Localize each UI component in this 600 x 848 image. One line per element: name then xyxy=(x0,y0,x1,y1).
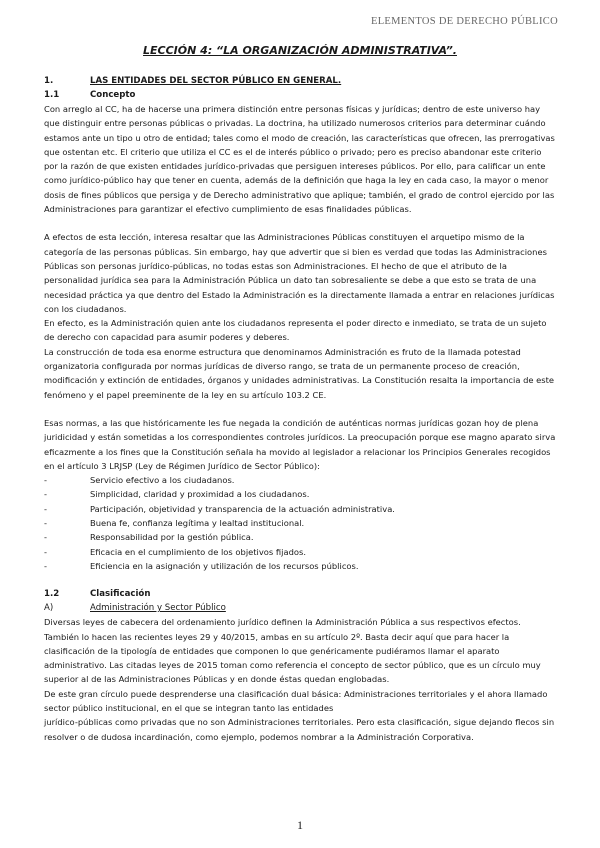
subsection-number: A) xyxy=(44,603,54,614)
paragraph-7: De este gran círculo puede desprenderse una clasificación dual básica: Administraciones territoriales y el ahora llamado sector público institucional, en el que se integran tanto las entidades xyxy=(44,688,548,713)
section-label: LAS ENTIDADES DEL SECTOR PÚBLICO EN GENERAL. xyxy=(90,76,342,86)
list-item: - Eficiencia en la asignación y utilización de los recursos públicos. xyxy=(44,560,359,571)
principles-list xyxy=(44,473,556,573)
paragraph-3: En efecto, es la Administración quien ante los ciudadanos representa el poder directo e inmediato, se trata de un sujeto de derecho con capacidad para asumir poderes y deberes. xyxy=(44,318,547,343)
list-item: - Participación, objetividad y transparencia de la actuación administrativa. xyxy=(44,503,395,514)
section-heading-1 xyxy=(44,74,556,88)
paragraph-7-continued: jurídico-públicas como privadas que no son Administraciones territoriales. Pero esta clasificación, sigue dejando flecos sin resolver o de dudosa incardinación, como ejemplo, podemos nombrar a la Administración Corporativa. xyxy=(44,717,555,742)
list-item: - Servicio efectivo a los ciudadanos. xyxy=(44,475,235,486)
section-label: Clasificación xyxy=(90,589,151,600)
paragraph-6: Diversas leyes de cabecera del ordenamiento jurídico definen la Administración Pública a sus respectivos efectos. También lo hacen las recientes leyes 29 y 40/2015, ambas en su artículo 2º. Basta decir aquí que para hacer la clasificación de la tipología de entidades que componen lo que genéricamente pudiéramos llamar el aparato administrativo. Las citadas leyes de 2015 toman como referencia el concepto de sector público, que es un círculo muy superior al de las Administraciones Públicas y en donde éstas quedan englobadas. xyxy=(44,617,541,685)
list-item: - Eficacia en el cumplimiento de los objetivos fijados. xyxy=(44,546,306,557)
list-item: - Simplicidad, claridad y proximidad a los ciudadanos. xyxy=(44,489,310,500)
page-number: 1 xyxy=(297,818,303,832)
subsection-label: Administración y Sector Público xyxy=(90,603,226,614)
section-number: 1.1 xyxy=(44,90,60,100)
lesson-title: LECCIÓN 4: “LA ORGANIZACIÓN ADMINISTRATIVA”. xyxy=(143,44,457,57)
section-number: 1. xyxy=(44,76,54,86)
section-heading-1-1 xyxy=(44,88,556,102)
document-body xyxy=(44,44,556,744)
section-heading-1-2 xyxy=(44,587,556,601)
paragraph-2: A efectos de esta lección, interesa resaltar que las Administraciones Públicas constituyen el arquetipo mismo de la categoría de las personas públicas. Sin embargo, hay que advertir que si bien es verdad que todas las Administraciones Públicas son personas jurídico-públicas, no todas estas son Administraciones. El hecho de que el atributo de la personalidad jurídica sea para la Administración Pública un dato tan sobresaliente se debe a que esto se trata de una necesidad práctica ya que dentro del Estado la Administración es la directamente llamada a entrar en relaciones jurídicas con los ciudadanos. xyxy=(44,232,555,314)
section-number: 1.2 xyxy=(44,589,60,600)
list-item: - Responsabilidad por la gestión pública. xyxy=(44,532,254,543)
paragraph-4: La construcción de toda esa enorme estructura que denominamos Administración es fruto de la llamada potestad organizatoria configurada por normas jurídicas de diverso rango, se trata de un permanente proceso de creación, modificación y extinción de entidades, órganos y unidades administrativas. La Constitución resalta la importancia de este fenómeno y el papel preeminente de la ley en su artículo 103.2 CE. xyxy=(44,346,555,400)
section-label: Concepto xyxy=(90,90,136,100)
paragraph-1: Con arreglo al CC, ha de hacerse una primera distinción entre personas físicas y jurídicas; dentro de este universo hay que distinguir entre personas públicas o privadas. La doctrina, ha utilizado numerosos criterios para determinar cuándo estamos ante un tipo u otro de entidad; tales como el modo de creación, las características que ofrecen, las prerrogativas que ostentan etc. El criterio que utiliza el CC es el de interés público o privado; pero es preciso abandonar este criterio por la razón de que existen entidades jurídico-privadas que persiguen intereses públicos. Por ello, para calificar un ente como jurídico-público hay que tener en cuenta, además de la definición que haga la ley en cada caso, la mayor o menor dosis de fines públicos que persiga y de Derecho administrativo que aplique; también, el grado de control ejercido por las Administraciones para garantizar el efectivo cumplimiento de esas finalidades públicas. xyxy=(44,104,555,215)
subsection-heading-a xyxy=(44,601,556,615)
running-header: ELEMENTOS DE DERECHO PÚBLICO xyxy=(371,16,558,27)
list-item: - Buena fe, confianza legítima y lealtad institucional. xyxy=(44,518,305,529)
paragraph-5: Esas normas, a las que históricamente les fue negada la condición de auténticas normas jurídicas gozan hoy de plena juridicidad y están sometidas a los correspondientes controles jurídicos. La preocupación porque ese magno aparato sirva eficazmente a los fines que la Constitución señala ha movido al legislador a relacionar los Principios Generales recogidos en el artículo 3 LRJSP (Ley de Régimen Jurídico de Sector Público): xyxy=(44,417,556,471)
